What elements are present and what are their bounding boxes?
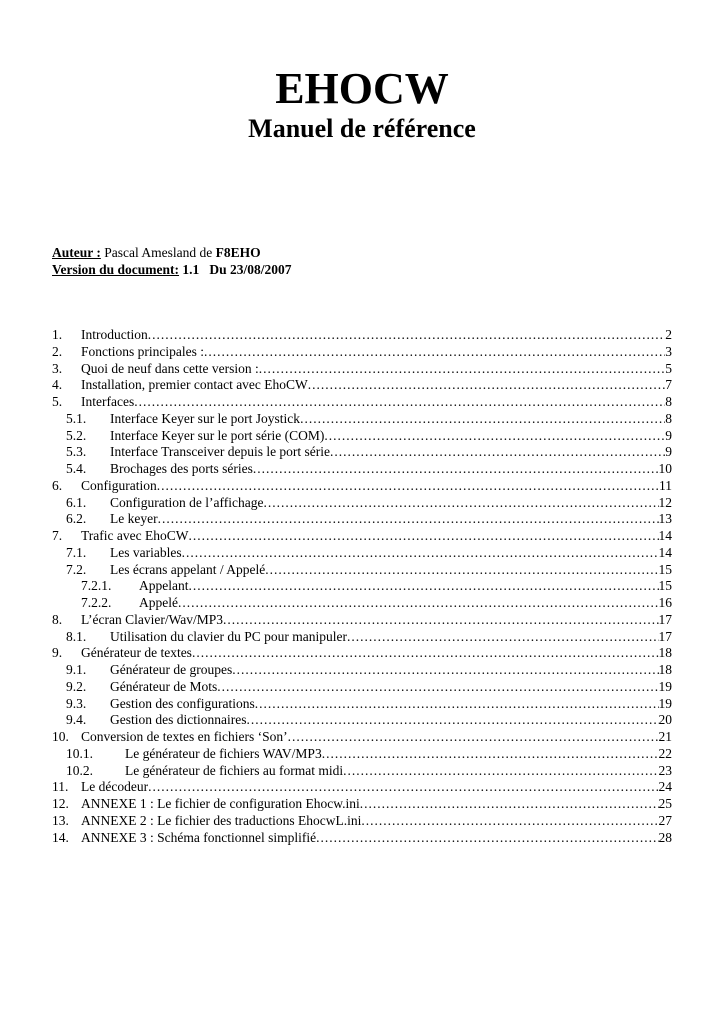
document-title: EHOCW	[275, 64, 449, 113]
toc-entry-title: Générateur de textes	[81, 645, 192, 661]
toc-entry[interactable]	[52, 679, 672, 696]
toc-dot-leader	[189, 578, 659, 595]
toc-entry-line	[110, 545, 672, 562]
toc-entry-page: 8	[665, 410, 672, 426]
toc-entry-number: 6.1.	[66, 494, 87, 510]
toc-entry-title: Utilisation du clavier du PC pour manipuler	[110, 628, 347, 644]
toc-entry-title: Le keyer	[110, 511, 158, 527]
toc-entry-page: 28	[658, 829, 672, 845]
toc-entry-line	[110, 428, 672, 445]
toc-entry-title: Le générateur de fichiers au format midi	[125, 762, 344, 778]
toc-entry-line	[81, 361, 672, 378]
toc-entry-line	[110, 411, 672, 428]
toc-entry-title: Générateur de Mots	[110, 678, 218, 694]
toc-entry-line	[81, 327, 672, 344]
toc-dot-leader	[134, 394, 665, 411]
toc-entry-number: 9.3.	[66, 695, 87, 711]
toc-entry-number: 12.	[52, 796, 69, 811]
toc-entry-line	[81, 344, 672, 361]
toc-entry-page: 15	[658, 578, 672, 594]
toc-entry-line	[110, 712, 672, 729]
toc-entry-line	[81, 377, 672, 394]
toc-entry[interactable]	[52, 662, 672, 679]
toc-dot-leader	[217, 679, 658, 696]
toc-entry-line	[81, 779, 672, 796]
toc-dot-leader	[347, 629, 659, 646]
toc-entry-number: 2.	[52, 343, 63, 359]
toc-entry-page: 9	[665, 427, 672, 443]
toc-dot-leader	[253, 461, 659, 478]
toc-dot-leader	[263, 495, 658, 512]
toc-entry-number: 7.2.1.	[81, 578, 112, 594]
toc-entry-page: 21	[658, 729, 672, 744]
toc-entry[interactable]	[52, 746, 672, 763]
toc-entry-page: 9	[665, 444, 672, 460]
toc-entry[interactable]	[52, 344, 672, 361]
toc-entry-number: 7.	[52, 528, 63, 543]
toc-entry-title: ANNEXE 3 : Schéma fonctionnel simplifié	[81, 829, 317, 845]
toc-dot-leader	[322, 746, 659, 763]
toc-entry-page: 3	[665, 343, 672, 359]
toc-entry-line	[110, 662, 672, 679]
toc-dot-leader	[158, 511, 659, 528]
toc-entry-page: 7	[665, 377, 672, 393]
toc-entry-line	[110, 629, 672, 646]
toc-entry-title: Gestion des configurations	[110, 695, 255, 711]
toc-entry-page: 25	[658, 796, 672, 811]
toc-entry-title: Le décodeur	[81, 779, 149, 795]
toc-entry-line	[81, 528, 672, 545]
toc-entry-title: Appelé	[139, 595, 178, 610]
toc-entry-number: 4.	[52, 377, 63, 393]
toc-entry-line	[125, 746, 672, 763]
toc-entry-title: Gestion des dictionnaires	[110, 712, 247, 728]
toc-entry-page: 15	[658, 561, 672, 577]
toc-entry[interactable]	[52, 562, 672, 579]
toc-entry-line	[110, 495, 672, 512]
toc-entry-number: 10.	[52, 729, 69, 744]
toc-entry-page: 10	[658, 461, 672, 476]
toc-entry-title: Configuration de l’affichage	[110, 494, 264, 510]
toc-entry-page: 11	[659, 477, 672, 493]
toc-entry-title: Interface Transceiver depuis le port série	[110, 444, 331, 460]
toc-entry-number: 5.1.	[66, 410, 87, 426]
toc-entry-number: 5.3.	[66, 444, 87, 460]
toc-entry-line	[110, 511, 672, 528]
toc-entry[interactable]	[52, 612, 672, 629]
toc-entry[interactable]	[52, 428, 672, 445]
toc-entry-line	[81, 612, 672, 629]
toc-entry-title: Les écrans appelant / Appelé	[110, 561, 266, 577]
toc-dot-leader	[259, 361, 666, 378]
toc-entry[interactable]	[52, 394, 672, 411]
toc-entry-number: 9.2.	[66, 678, 87, 694]
toc-entry[interactable]	[52, 830, 672, 847]
toc-entry-line	[110, 679, 672, 696]
toc-entry[interactable]	[52, 813, 672, 830]
toc-entry[interactable]	[52, 444, 672, 461]
toc-entry[interactable]	[52, 377, 672, 394]
toc-entry-title: L’écran Clavier/Wav/MP3	[81, 611, 224, 627]
toc-entry[interactable]	[52, 461, 672, 478]
toc-dot-leader	[324, 428, 665, 445]
document-subtitle: Manuel de référence	[248, 114, 476, 143]
toc-entry-title: Trafic avec EhoCW	[81, 528, 189, 543]
toc-entry-line	[81, 830, 672, 847]
toc-entry-title: Interface Keyer sur le port Joystick	[110, 410, 301, 426]
toc-entry-title: Introduction	[81, 327, 148, 342]
toc-entry[interactable]	[52, 411, 672, 428]
toc-entry[interactable]	[52, 779, 672, 796]
toc-dot-leader	[330, 444, 665, 461]
toc-dot-leader	[223, 612, 658, 629]
toc-entry[interactable]	[52, 361, 672, 378]
toc-dot-leader	[204, 344, 665, 361]
toc-entry-number: 8.1.	[66, 628, 87, 644]
toc-dot-leader	[178, 595, 659, 612]
toc-entry[interactable]	[52, 528, 672, 545]
toc-entry-title: Interfaces	[81, 394, 135, 409]
toc-entry[interactable]	[52, 478, 672, 495]
toc-dot-leader	[360, 796, 659, 813]
toc-entry[interactable]	[52, 495, 672, 512]
toc-entry-number: 5.4.	[66, 461, 87, 476]
toc-entry-line	[81, 729, 672, 746]
toc-entry-page: 2	[665, 327, 672, 342]
toc-entry[interactable]	[52, 578, 672, 595]
toc-entry-page: 16	[658, 595, 672, 610]
toc-dot-leader	[265, 562, 658, 579]
toc-entry-number: 9.1.	[66, 662, 87, 677]
author-callsign: F8EHO	[215, 245, 261, 260]
toc-entry-page: 18	[658, 662, 672, 677]
toc-dot-leader	[361, 813, 658, 830]
toc-entry-page: 23	[658, 762, 672, 778]
toc-entry-number: 5.2.	[66, 427, 87, 443]
toc-dot-leader	[246, 712, 658, 729]
toc-entry-number: 6.2.	[66, 511, 87, 527]
toc-entry-number: 14.	[52, 829, 69, 845]
toc-entry-title: ANNEXE 2 : Le fichier des traductions EhocwL.ini	[81, 812, 362, 828]
toc-entry-line	[81, 478, 672, 495]
toc-entry-title: Quoi de neuf dans cette version :	[81, 360, 259, 376]
toc-entry[interactable]	[52, 511, 672, 528]
toc-entry-title: Brochages des ports séries	[110, 461, 253, 476]
toc-entry[interactable]	[52, 327, 672, 344]
toc-entry-title: Le générateur de fichiers WAV/MP3	[125, 745, 322, 761]
version-label: Version du document:	[52, 262, 180, 277]
toc-entry-line	[81, 813, 672, 830]
toc-entry-title: Conversion de textes en fichiers ‘Son’	[81, 729, 288, 744]
toc-entry-page: 13	[658, 511, 672, 527]
toc-entry[interactable]	[52, 696, 672, 713]
toc-dot-leader	[148, 327, 666, 344]
toc-entry-page: 14	[658, 528, 672, 543]
toc-entry-line	[81, 796, 672, 813]
toc-entry-line	[110, 461, 672, 478]
toc-entry-page: 5	[665, 360, 672, 376]
toc-entry-number: 13.	[52, 812, 69, 828]
toc-entry-page: 24	[658, 779, 672, 795]
toc-entry-number: 7.1.	[66, 544, 87, 560]
toc-entry-line	[110, 696, 672, 713]
toc-entry-page: 17	[658, 611, 672, 627]
version-line	[52, 261, 292, 278]
toc-dot-leader	[148, 779, 658, 796]
toc-dot-leader	[157, 478, 659, 495]
toc-entry-page: 19	[658, 695, 672, 711]
toc-entry-title: ANNEXE 1 : Le fichier de configuration Ehocw.ini	[81, 796, 360, 811]
toc-dot-leader	[308, 377, 665, 394]
toc-entry-page: 14	[658, 544, 672, 560]
toc-entry-page: 22	[658, 745, 672, 761]
toc-dot-leader	[188, 528, 658, 545]
toc-entry-page: 20	[658, 712, 672, 728]
author-line	[52, 244, 292, 261]
toc-entry-line	[81, 645, 672, 662]
toc-dot-leader	[316, 830, 658, 847]
toc-entry-number: 8.	[52, 611, 63, 627]
author-label: Auteur :	[52, 245, 101, 260]
toc-entry-page: 8	[665, 394, 672, 409]
toc-dot-leader	[288, 729, 659, 746]
toc-entry[interactable]	[52, 545, 672, 562]
toc-entry-line	[139, 578, 672, 595]
toc-entry-number: 10.2.	[66, 762, 93, 778]
toc-entry-line	[110, 562, 672, 579]
toc-entry-page: 19	[658, 678, 672, 694]
toc-entry-title: Fonctions principales :	[81, 343, 204, 359]
toc-entry-number: 9.	[52, 645, 63, 661]
toc-entry[interactable]	[52, 729, 672, 746]
toc-entry-number: 7.2.2.	[81, 595, 112, 610]
toc-entry-line	[110, 444, 672, 461]
toc-entry-number: 6.	[52, 477, 63, 493]
toc-entry[interactable]	[52, 712, 672, 729]
toc-entry-title: Interface Keyer sur le port série (COM)	[110, 427, 325, 443]
toc-entry-page: 12	[658, 494, 672, 510]
toc-entry-title: Générateur de groupes	[110, 662, 233, 677]
toc-dot-leader	[192, 645, 659, 662]
toc-entry-page: 18	[658, 645, 672, 661]
toc-entry-number: 9.4.	[66, 712, 87, 728]
toc-entry[interactable]	[52, 796, 672, 813]
toc-entry-line	[139, 595, 672, 612]
toc-dot-leader	[255, 696, 659, 713]
toc-dot-leader	[182, 545, 659, 562]
toc-dot-leader	[343, 763, 658, 780]
table-of-contents	[52, 327, 672, 846]
toc-entry[interactable]	[52, 595, 672, 612]
toc-entry-line	[125, 763, 672, 780]
toc-entry[interactable]	[52, 629, 672, 646]
toc-entry-number: 11.	[52, 779, 69, 795]
version-date: Du 23/08/2007	[209, 262, 292, 277]
toc-entry-page: 17	[658, 628, 672, 644]
toc-entry-page: 27	[658, 812, 672, 828]
toc-entry-number: 5.	[52, 394, 63, 409]
toc-entry-line	[81, 394, 672, 411]
toc-dot-leader	[232, 662, 658, 679]
toc-entry[interactable]	[52, 645, 672, 662]
toc-entry-number: 1.	[52, 327, 63, 342]
toc-dot-leader	[300, 411, 665, 428]
toc-entry-number: 7.2.	[66, 561, 87, 577]
toc-entry-title: Configuration	[81, 477, 157, 493]
toc-entry-number: 10.1.	[66, 745, 93, 761]
toc-entry-title: Installation, premier contact avec EhoCW	[81, 377, 308, 393]
toc-entry-title: Les variables	[110, 544, 182, 560]
toc-entry-title: Appelant	[139, 578, 189, 594]
version-number: 1.1	[182, 262, 200, 277]
document-meta	[52, 244, 292, 278]
author-name: Pascal Amesland de	[100, 245, 216, 260]
toc-entry-number: 3.	[52, 360, 63, 376]
toc-entry[interactable]	[52, 763, 672, 780]
